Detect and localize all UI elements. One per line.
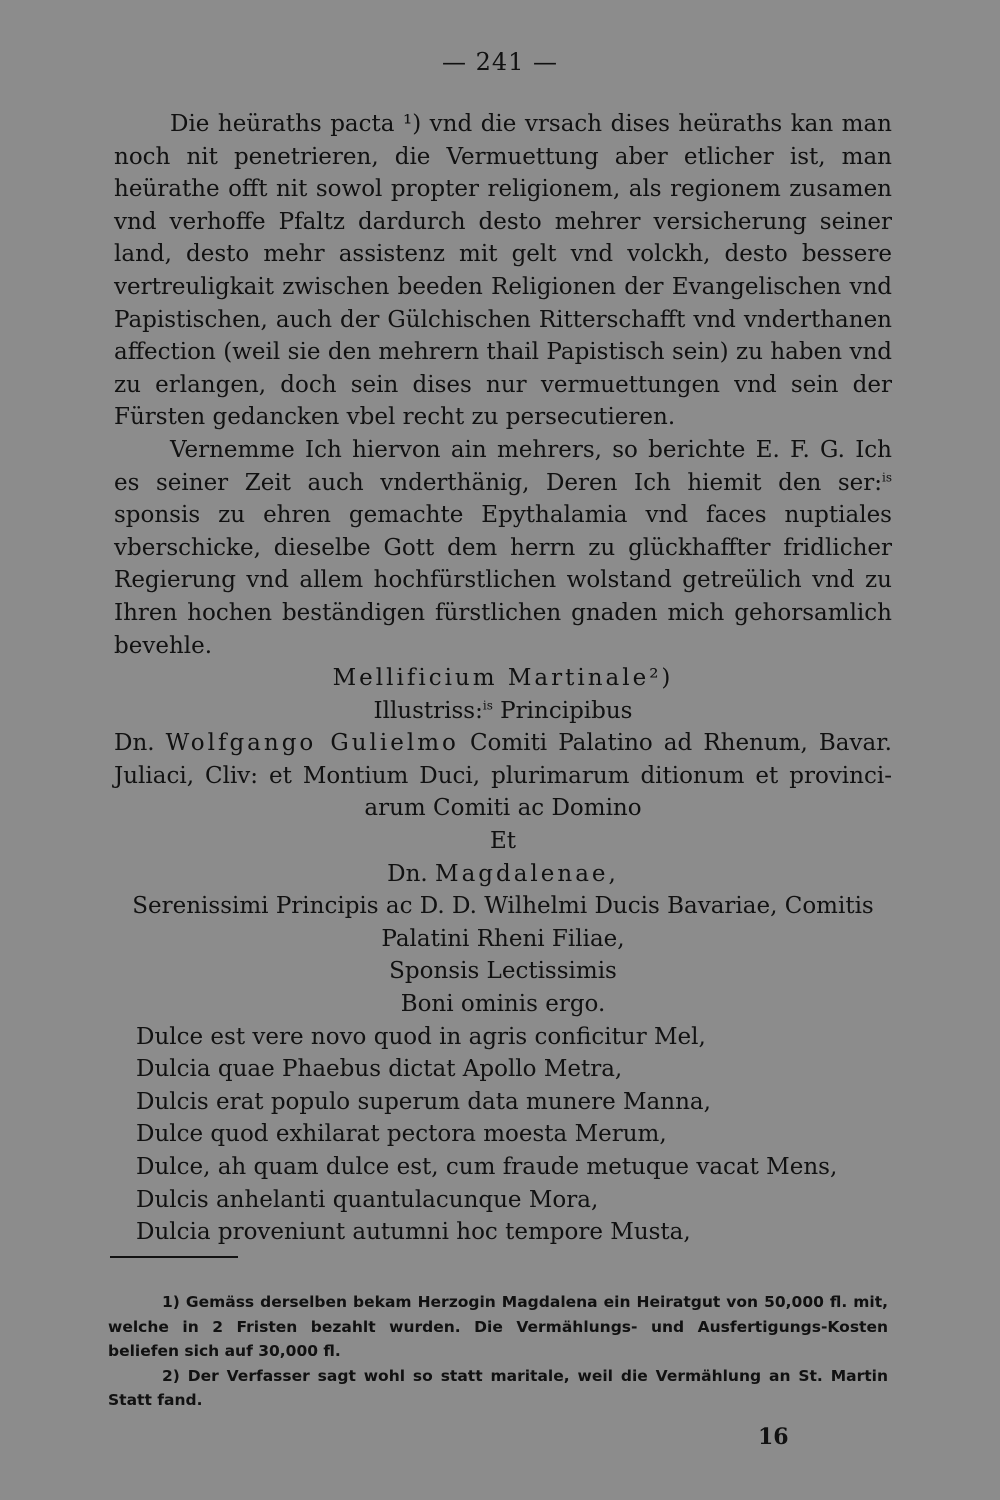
dn-label: Dn.	[114, 730, 166, 757]
dedication-line: arum Comiti ac Domino	[364, 795, 642, 822]
verse-block	[114, 1021, 892, 1249]
verse-line: Dulce, ah quam dulce est, cum fraude metuque vacat Mens,	[136, 1154, 838, 1180]
groom-title: Comiti Palatino ad Rhenum, Bavar.	[458, 730, 892, 757]
dedication-line-2-main: Illustriss:	[373, 697, 483, 724]
dn-label: Dn.	[387, 860, 436, 887]
dedication-line-2-end: Principibus	[492, 697, 633, 724]
footnote-2	[108, 1364, 888, 1413]
page-number: — 241 —	[441, 48, 559, 76]
paragraph-2	[114, 434, 892, 662]
dedication-line: Et	[489, 828, 517, 855]
footnote-2-text: 2) Der Verfasser sagt wohl so statt maritale, weil die Vermählung an St. Martin Statt fand.	[108, 1366, 888, 1409]
signature-mark: 16	[758, 1424, 789, 1450]
verse-line: Dulcis anhelanti quantulacunque Mora,	[136, 1186, 599, 1213]
paragraph-2-text-b: sponsis zu ehren gemachte Epythalamia vnd faces nuptiales vberschicke, dieselbe Gott dem herrn zu glückhaffter fridlicher Regierung vnd allem hochfürstlichen wolstand getreülich vnd zu Ihren hochen beständigen fürstlichen gnaden mich gehorsamlich bevehle.	[114, 502, 892, 659]
verse-line: Dulce quod exhilarat pectora moesta Merum,	[136, 1121, 667, 1148]
verse-line: Dulce est vere novo quod in agris conficitur Mel,	[136, 1023, 706, 1050]
dedication-line: Serenissimi Principis ac D. D. Wilhelmi Ducis Bavariae, Comitis	[132, 893, 874, 920]
dedication-line: Palatini Rheni Filiae,	[381, 925, 625, 952]
footnote-1-text: 1) Gemäss derselben bekam Herzogin Magdalena ein Heiratgut von 50,000 fl. mit, welche in 2 Fristen bezahlt wurden. Die Vermählungs- und Ausfertigungs-Kosten beliefen sich auf 30,000 fl.	[108, 1293, 888, 1360]
verse-line: Dulcis erat populo superum data munere Manna,	[136, 1088, 711, 1115]
footnotes	[108, 1290, 888, 1413]
dedication-title: Mellificium Martinale²)	[332, 665, 674, 692]
superscript: is	[482, 698, 493, 713]
dedication-line: Sponsis Lectissimis	[389, 958, 617, 985]
footnote-1	[108, 1290, 888, 1364]
groom-name: Wolfgango Gulielmo	[165, 730, 459, 757]
main-text	[114, 108, 892, 1249]
paragraph-1-text: Die heüraths pacta ¹) vnd die vrsach dises heüraths kan man noch nit penetrieren, die Vermuettung aber etlicher ist, man heürathe offt nit sowol propter religionem, als regionem zusamen vnd verhoffe Pfaltz dardurch desto mehrer versicherung seiner land, desto mehr assistenz mit gelt vnd volckh, desto bessere vertreuligkait zwischen beeden Religionen der Evangelischen vnd Papistischen, auch der Gülchischen Ritterschafft vnd vnderthanen affection (weil sie den mehrern thail Papistisch sein) zu haben vnd zu erlangen, doch sein dises nur vermuettungen vnd sein der Fürsten gedancken vbel recht zu persecutieren.	[114, 111, 892, 431]
dedication-line	[114, 727, 892, 760]
verse-line: Dulcia proveniunt autumni hoc tempore Musta,	[136, 1219, 691, 1246]
dedication-line: Juliaci, Cliv: et Montium Duci, plurimarum ditionum et provinci-	[114, 762, 892, 789]
paragraph-2-text-a: Vernemme Ich hiervon ain mehrers, so berichte E. F. G. Ich es seiner Zeit auch vnderthänig, Deren Ich hiemit den ser:	[114, 436, 892, 496]
superscript: is	[882, 469, 892, 484]
paragraph-1	[114, 108, 892, 434]
dedication-line	[114, 695, 892, 728]
verse-line: Dulcia quae Phaebus dictat Apollo Metra,	[136, 1056, 623, 1083]
footnote-divider	[110, 1256, 238, 1258]
dedication-line	[114, 858, 892, 891]
dedication-line: Boni ominis ergo.	[400, 991, 606, 1018]
bride-name: Magdalenae,	[435, 860, 619, 887]
